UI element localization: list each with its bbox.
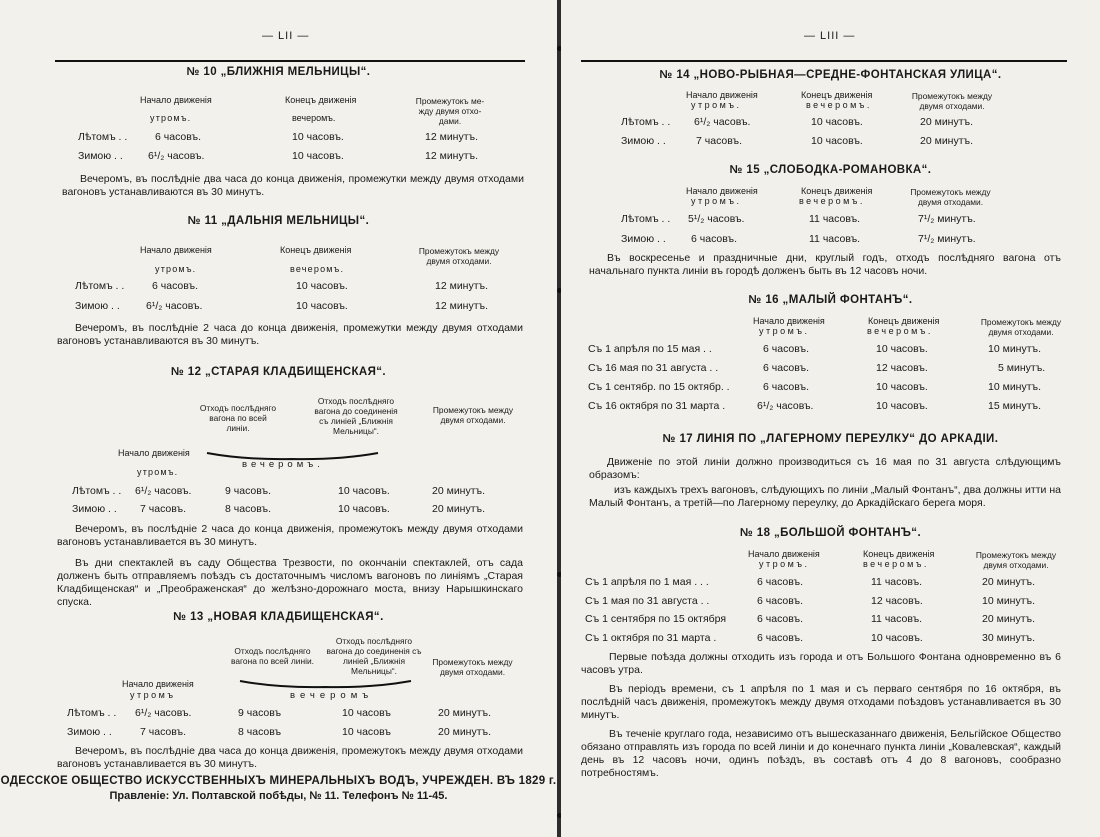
col-header-start: Начало движенія	[686, 186, 758, 196]
col-header-start: Начало движенія	[753, 316, 825, 326]
header-rule	[581, 60, 1067, 62]
section-heading: № 13 „НОВАЯ КЛАДБИЩЕНСКАЯ“.	[173, 611, 384, 623]
col-header-start-sub: утромъ	[130, 690, 176, 700]
left-page: — LII — № 10 „БЛИЖНІЯ МЕЛЬНИЦЫ“. Начало движенія утромъ. Конецъ движенія вечеромъ. Промежутокъ между двумя отходами. Лѣтомъ . . 6 часовъ. 10 часовъ. 12 минутъ. Зимою . . 6¹/₂ часовъ. 10 часовъ. 12 минутъ. Вечеромъ, въ послѣдніе два часа до конца движенія, промежутки между двумя отходами вагоновъ устанавливаются въ 30 минутъ. № 11 „ДАЛЬНІЯ МЕЛЬНИЦЫ“. Начало движенія утромъ. Конецъ движенія вечеромъ. Промежутокъ между двумя отходами. Лѣтомъ . . 6 часовъ. 10 часовъ. 12 минутъ. Зимою . . 6¹/₂ часовъ. 10 часовъ. 12 минутъ. Вечеромъ, въ послѣдніе 2 часа до конца движенія, промежутки между двумя отходами вагоновъ устанавливаются въ 30 минутъ. № 12 „СТАРАЯ КЛАДБИЩЕНСКАЯ“. Отходъ послѣдняго вагона по всей линіи. Отходъ послѣдняго вагона до соединенія съ линіей „Ближнія Мельницы“. Промежутокъ между двумя отходами. Начало движенія утромъ. вечеромъ. Лѣтомъ . . 6¹/₂ часовъ. 9 часовъ. 10 часовъ. 20 минутъ. Зимою . . 7 часовъ. 8 часовъ. 10 часовъ. 20 минутъ. Вечеромъ, въ послѣдніе 2 часа до конца движенія, промежутокъ между двумя отходами вагоновъ устанавливается въ 30 минутъ. Въ дни спектаклей въ саду Общества Трезвости, по окончаніи спектаклей, отъ сада долженъ быть отправляемъ поѣздъ съ достаточнымъ числомъ вагоновъ по линіямъ „Старая Кладбищенская“ и „Преображенская“ до желѣзно-дорожнаго моста, внизу Нарышкинскаго спуска. № 13 „НОВАЯ КЛАДБИЩЕНСКАЯ“. Отходъ послѣдняго вагона по всей линіи. Отходъ послѣдняго вагона до соединенія съ линіей „Ближнія Мельницы“. Промежутокъ между двумя отходами. Начало движенія утромъ вечеромъ Лѣтомъ . . 6¹/₂ часовъ. 9 часовъ 10 часовъ 20 минутъ. Зимою . . 7 часовъ. 8 часовъ 10 часовъ 20 минутъ. Вечеромъ, въ послѣдніе два часа до конца движенія, промежутокъ между двумя отходами вагоновъ устанавливается въ 30 минутъ. ОДЕССКОЕ ОБЩЕСТВО ИСКУССТВЕННЫХЪ МИНЕРАЛЬНЫХЪ ВОДЪ, УЧРЕЖДЕН. ВЪ 1829 г. Правленіе: Ул. Полтавской побѣды, № 11. Телефонъ № 11-45.	[0, 0, 557, 837]
col-header-start: Начало движенія	[122, 679, 194, 689]
section-heading: № 16 „МАЛЫЙ ФОНТАНЪ“.	[748, 294, 913, 306]
section-heading: № 18 „БОЛЬШОЙ ФОНТАНЪ“.	[739, 527, 922, 539]
col-header-start-sub: утромъ.	[759, 326, 810, 336]
section-note: Въ воскресенье и праздничные дни, круглый годъ, отходъ послѣдняго вагона отъ начальнаго пункта линіи въ городѣ долженъ быть въ 12 часовъ ночи.	[589, 252, 1061, 277]
section-heading: № 17 ЛИНІЯ ПО „ЛАГЕРНОМУ ПЕРЕУЛКУ“ ДО АРКАДІИ.	[662, 433, 999, 445]
col-header-interval: Промежутокъ между двумя отходами.	[975, 550, 1057, 570]
col-header-end-sub: вечеромъ.	[867, 326, 933, 336]
footer-address: Правленіе: Ул. Полтавской побѣды, № 11. Телефонъ № 11-45.	[109, 790, 448, 802]
col-header-start: Начало движенія	[140, 245, 212, 255]
section-note: Движеніе по этой линіи должно производиться съ 16 мая по 31 августа слѣдующимъ образомъ:	[589, 456, 1061, 481]
col-header-interval: Промежутокъ между двумя отходами.	[415, 96, 485, 126]
col-header-interval: Промежутокъ между двумя отходами.	[418, 246, 500, 266]
section-heading: № 10 „БЛИЖНІЯ МЕЛЬНИЦЫ“.	[186, 66, 371, 78]
col-header-start-sub: утромъ.	[691, 100, 742, 110]
section-heading: № 14 „НОВО-РЫБНАЯ—СРЕДНЕ-ФОНТАНСКАЯ УЛИЦА“.	[659, 69, 1002, 81]
col-header-end: Конецъ движенія	[868, 316, 940, 326]
col-header-end-sub: вечеромъ.	[863, 559, 929, 569]
col-header-start-sub: утромъ.	[155, 264, 197, 274]
section-heading: № 12 „СТАРАЯ КЛАДБИЩЕНСКАЯ“.	[170, 366, 387, 378]
section-note: Вечеромъ, въ послѣдніе 2 часа до конца движенія, промежутокъ между двумя отходами вагоновъ устанавливается въ 30 минутъ.	[57, 523, 523, 548]
evening-label: вечеромъ	[290, 690, 374, 701]
section-heading: № 11 „ДАЛЬНІЯ МЕЛЬНИЦЫ“.	[187, 215, 370, 227]
col-header-last-departure-junction: Отходъ послѣдняго вагона до соединенія съ линіей „Ближнія Мельницы“.	[314, 396, 398, 436]
section-note: Вечеромъ, въ послѣдніе два часа до конца движенія, промежутки между двумя отходами вагоновъ устанавливаются въ 30 минутъ.	[62, 173, 524, 198]
col-header-end: Конецъ движенія	[801, 186, 873, 196]
col-header-end: Конецъ движенія	[280, 245, 352, 255]
section-note: Въ дни спектаклей въ саду Общества Трезвости, по окончаніи спектаклей, отъ сада долженъ быть отправляемъ поѣздъ съ достаточнымъ числомъ вагоновъ по линіямъ „Старая Кладбищенская“ и „Преображенская“ до желѣзно-дорожнаго моста, внизу Нарышкинскаго спуска.	[57, 557, 523, 608]
section-heading: № 15 „СЛОБОДКА-РОМАНОВКА“.	[729, 164, 932, 176]
col-header-end: Конецъ движенія	[801, 90, 873, 100]
section-note: Вечеромъ, въ послѣдніе два часа до конца движенія, промежутокъ между двумя отходами вагоновъ устанавливается въ 30 минутъ.	[57, 745, 523, 770]
col-header-start-sub: утромъ.	[150, 113, 192, 123]
section-note: Въ періодъ времени, съ 1 апрѣля по 1 мая и съ перваго сентября по 16 октября, въ послѣдній часъ движенія, промежутокъ между двумя отходами поѣздовъ устанавливается въ 30 минутъ.	[581, 683, 1061, 721]
col-header-start: Начало движенія	[748, 549, 820, 559]
col-header-end-sub: вечеромъ.	[292, 113, 336, 123]
col-header-start: Начало движенія	[140, 95, 212, 105]
col-header-end-sub: вечеромъ.	[799, 196, 865, 206]
page-number: — LII —	[262, 30, 310, 42]
right-page: — LIII — № 14 „НОВО-РЫБНАЯ—СРЕДНЕ-ФОНТАНСКАЯ УЛИЦА“. Начало движенія утромъ. Конецъ движенія вечеромъ. Промежутокъ между двумя отходами. Лѣтомъ . . 6¹/₂ часовъ. 10 часовъ. 20 минутъ. Зимою . . 7 часовъ. 10 часовъ. 20 минутъ. № 15 „СЛОБОДКА-РОМАНОВКА“. Начало движенія утромъ. Конецъ движенія вечеромъ. Промежутокъ между двумя отходами. Лѣтомъ . . 5¹/₂ часовъ. 11 часовъ. 7¹/₂ минутъ. Зимою . . 6 часовъ. 11 часовъ. 7¹/₂ минутъ. Въ воскресенье и праздничные дни, круглый годъ, отходъ послѣдняго вагона отъ начальнаго пункта линіи въ городѣ долженъ быть въ 12 часовъ ночи. № 16 „МАЛЫЙ ФОНТАНЪ“. Начало движенія утромъ. Конецъ движенія вечеромъ. Промежутокъ между двумя отходами. Съ 1 апрѣля по 15 мая . . 6 часовъ. 10 часовъ. 10 минутъ. Съ 16 мая по 31 августа . . 6 часовъ. 12 часовъ. 5 минутъ. Съ 1 сентябр. по 15 октябр. . 6 часовъ. 10 часовъ. 10 минутъ. Съ 16 октября по 31 марта . 6¹/₂ часовъ. 10 часовъ. 15 минутъ. № 17 ЛИНІЯ ПО „ЛАГЕРНОМУ ПЕРЕУЛКУ“ ДО АРКАДІИ. Движеніе по этой линіи должно производиться съ 16 мая по 31 августа слѣдующимъ образомъ: изъ каждыхъ трехъ вагоновъ, слѣдующихъ по линіи „Малый Фонтанъ“, два должны итти на Малый Фонтанъ, а третій—по Лагерному переулку, до Аркадійскаго берега моря. № 18 „БОЛЬШОЙ ФОНТАНЪ“. Начало движенія утромъ. Конецъ движенія вечеромъ. Промежутокъ между двумя отходами. Съ 1 апрѣля по 1 мая . . . 6 часовъ. 11 часовъ. 20 минутъ. Съ 1 мая по 31 августа . . 6 часовъ. 12 часовъ. 10 минутъ. Съ 1 сентября по 15 октября 6 часовъ. 11 часовъ. 20 минутъ. Съ 1 октября по 31 марта . 6 часовъ. 10 часовъ. 30 минутъ. Первые поѣзда должны отходить изъ города и отъ Большого Фонтана одновременно въ 6 часовъ утра. Въ періодъ времени, съ 1 апрѣля по 1 мая и съ перваго сентября по 16 октября, въ послѣдній часъ движенія, промежутокъ между двумя отходами поѣздовъ устанавливается въ 30 минутъ. Въ теченіе круглаго года, независимо отъ вышесказаннаго движенія, Бельгійское Общество обязано отправлять изъ города по всей линіи и до конечнаго пункта линіи „Ковалевская“, каждый день въ 12 часовъ ночи, одинъ поѣздъ, въ составѣ отъ 4 до 8 вагоновъ, сообразно потребностямъ.	[561, 0, 1100, 837]
col-header-start-sub: утромъ.	[759, 559, 810, 569]
col-header-start-sub: утромъ.	[137, 467, 179, 477]
col-header-interval: Промежутокъ между двумя отходами.	[910, 187, 991, 207]
col-header-start-sub: утромъ.	[691, 196, 742, 206]
col-header-end-sub: вечеромъ.	[806, 100, 872, 110]
col-header-start: Начало движенія	[686, 90, 758, 100]
col-header-start: Начало движенія	[118, 448, 190, 458]
col-header-interval: Промежутокъ между двумя отходами.	[980, 317, 1062, 337]
section-note: изъ каждыхъ трехъ вагоновъ, слѣдующихъ по линіи „Малый Фонтанъ“, два должны итти на Малый Фонтанъ, а третій—по Лагерному переулку, до Аркадійскаго берега моря.	[589, 484, 1061, 509]
header-rule	[55, 60, 525, 62]
col-header-last-departure-junction: Отходъ послѣдняго вагона до соединенія съ линіей „Ближнія Мельницы“.	[326, 636, 422, 676]
col-header-interval: Промежутокъ между двумя отходами.	[432, 405, 514, 425]
evening-label: вечеромъ.	[242, 459, 324, 470]
section-note: Первые поѣзда должны отходить изъ города и отъ Большого Фонтана одновременно въ 6 часовъ утра.	[581, 651, 1061, 676]
section-note: Вечеромъ, въ послѣдніе 2 часа до конца движенія, промежутки между двумя отходами вагоновъ устанавливаются въ 30 минутъ.	[57, 322, 523, 347]
col-header-last-departure: Отходъ послѣдняго вагона по всей линіи.	[231, 646, 314, 666]
col-header-end: Конецъ движенія	[863, 549, 935, 559]
col-header-last-departure: Отходъ послѣдняго вагона по всей линіи.	[199, 403, 277, 433]
section-note: Въ теченіе круглаго года, независимо отъ вышесказаннаго движенія, Бельгійское Общество обязано отправлять изъ города по всей линіи и до конечнаго пункта линіи „Ковалевская“, каждый день въ 12 часовъ ночи, одинъ поѣздъ, въ составѣ отъ 4 до 8 вагоновъ, сообразно потребностямъ.	[581, 728, 1061, 779]
col-header-interval: Промежутокъ между двумя отходами.	[911, 91, 993, 111]
page-number: — LIII —	[804, 30, 856, 42]
col-header-end: Конецъ движенія	[285, 95, 357, 105]
footer-advertisement: ОДЕССКОЕ ОБЩЕСТВО ИСКУССТВЕННЫХЪ МИНЕРАЛЬНЫХЪ ВОДЪ, УЧРЕЖДЕН. ВЪ 1829 г.	[0, 775, 557, 787]
col-header-interval: Промежутокъ между двумя отходами.	[432, 657, 513, 677]
col-header-end-sub: вечеромъ.	[290, 264, 345, 274]
